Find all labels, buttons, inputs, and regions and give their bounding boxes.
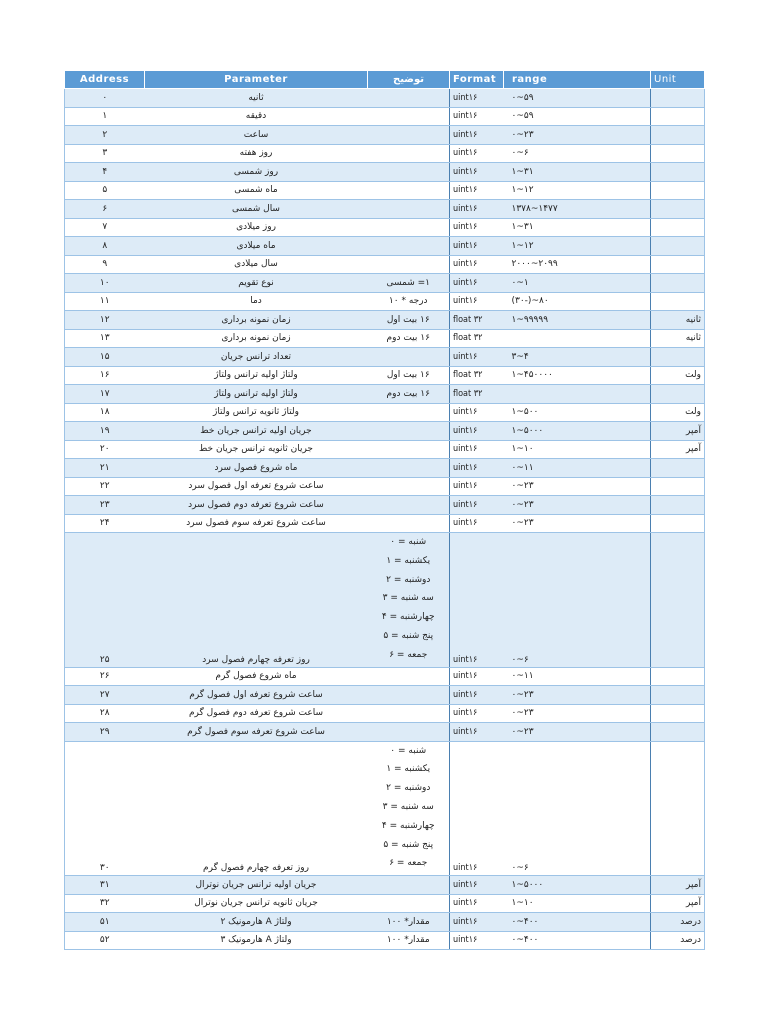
cell-description: ۱۶ بیت دوم (368, 385, 450, 404)
table-row (65, 533, 705, 668)
cell-range: ۰~۴۰۰ (504, 931, 651, 950)
table-row (65, 200, 705, 219)
cell-address: ۱۲ (65, 311, 145, 330)
table-row (65, 667, 705, 686)
table-row (65, 686, 705, 705)
cell-range: ۰~۱۱ (504, 667, 651, 686)
table-row (65, 496, 705, 515)
cell-parameter: ساعت شروع تعرفه دوم فصول سرد (145, 496, 368, 515)
cell-range: ۱۳۷۸~۱۴۷۷ (504, 200, 651, 219)
cell-description (368, 107, 450, 126)
cell-parameter: ماه شروع فصول گرم (145, 667, 368, 686)
cell-range: ۰~۲۳ (504, 477, 651, 496)
cell-description (368, 348, 450, 367)
cell-format: uint۱۶ (450, 440, 504, 459)
cell-range: ۰~۲۳ (504, 514, 651, 533)
cell-description (368, 704, 450, 723)
cell-range: ۰~۲۳ (504, 723, 651, 742)
table-row (65, 440, 705, 459)
cell-format: uint۱۶ (450, 723, 504, 742)
cell-format: uint۱۶ (450, 200, 504, 219)
cell-address: ۱۳ (65, 329, 145, 348)
cell-parameter: نوع تقویم (145, 274, 368, 293)
cell-description (368, 496, 450, 515)
cell-format: uint۱۶ (450, 459, 504, 478)
cell-range: ۱~۱۲ (504, 181, 651, 200)
cell-unit (651, 126, 705, 145)
table-row (65, 255, 705, 274)
cell-description (368, 144, 450, 163)
cell-unit (651, 163, 705, 182)
cell-description (368, 514, 450, 533)
cell-format: uint۱۶ (450, 292, 504, 311)
cell-format: uint۱۶ (450, 218, 504, 237)
cell-range: ۰~۴۰۰ (504, 913, 651, 932)
cell-address: ۲۱ (65, 459, 145, 478)
cell-parameter: روز هفته (145, 144, 368, 163)
cell-address: ۹ (65, 255, 145, 274)
cell-format: uint۱۶ (450, 89, 504, 108)
cell-format: uint۱۶ (450, 163, 504, 182)
cell-description: ۱۶ بیت اول (368, 311, 450, 330)
table-row (65, 459, 705, 478)
cell-description: مقدار* ۱۰۰ (368, 931, 450, 950)
cell-parameter: روز تعرفه چهارم فصول گرم (145, 741, 368, 876)
weekday-option: سه شنبه = ۳ (382, 593, 434, 604)
table-row (65, 704, 705, 723)
cell-unit: آمپر (651, 894, 705, 913)
cell-address: ۷ (65, 218, 145, 237)
table-row (65, 218, 705, 237)
cell-parameter: ولتاژ اولیه ترانس ولتاژ (145, 385, 368, 404)
cell-range: ۱~۳۱ (504, 163, 651, 182)
header-address: Address (65, 71, 145, 89)
cell-unit (651, 741, 705, 876)
cell-description (368, 894, 450, 913)
cell-unit: درصد (651, 913, 705, 932)
cell-format: uint۱۶ (450, 931, 504, 950)
cell-parameter: روز تعرفه چهارم فصول سرد (145, 533, 368, 668)
weekday-option: پنج شنبه = ۵ (383, 630, 434, 641)
cell-range: ۱~۴۵۰۰۰۰ (504, 366, 651, 385)
cell-address: ۲۰ (65, 440, 145, 459)
cell-range: ۱~۱۲ (504, 237, 651, 256)
cell-address: ۲۲ (65, 477, 145, 496)
table-row (65, 126, 705, 145)
cell-address: ۱۰ (65, 274, 145, 293)
table-row (65, 163, 705, 182)
table-row (65, 403, 705, 422)
cell-format: uint۱۶ (450, 255, 504, 274)
cell-format: uint۱۶ (450, 741, 504, 876)
cell-description (368, 181, 450, 200)
table-row (65, 274, 705, 293)
cell-description (368, 686, 450, 705)
cell-parameter: ساعت شروع تعرفه دوم فصول گرم (145, 704, 368, 723)
cell-unit (651, 200, 705, 219)
table-row (65, 366, 705, 385)
cell-format: uint۱۶ (450, 686, 504, 705)
header-range: range (504, 71, 651, 89)
table-row (65, 385, 705, 404)
cell-description (368, 89, 450, 108)
cell-description (368, 741, 450, 876)
cell-format: float ۳۲ (450, 311, 504, 330)
cell-unit (651, 686, 705, 705)
cell-format: uint۱۶ (450, 107, 504, 126)
cell-parameter: جریان اولیه ترانس جریان نوترال (145, 876, 368, 895)
cell-address: ۲ (65, 126, 145, 145)
table-row (65, 723, 705, 742)
cell-description (368, 255, 450, 274)
cell-format: uint۱۶ (450, 181, 504, 200)
cell-parameter: ماه شروع فصول سرد (145, 459, 368, 478)
cell-unit (651, 255, 705, 274)
cell-description (368, 477, 450, 496)
cell-unit (651, 704, 705, 723)
cell-parameter: ساعت شروع تعرفه سوم فصول گرم (145, 723, 368, 742)
cell-parameter: ولتاژ اولیه ترانس ولتاژ (145, 366, 368, 385)
cell-address: ۳ (65, 144, 145, 163)
cell-parameter: سال میلادی (145, 255, 368, 274)
cell-parameter: روز شمسی (145, 163, 368, 182)
cell-format: uint۱۶ (450, 274, 504, 293)
cell-range: ۰~۱۱ (504, 459, 651, 478)
table-row (65, 329, 705, 348)
cell-description: مقدار* ۱۰۰ (368, 913, 450, 932)
cell-format: uint۱۶ (450, 144, 504, 163)
cell-unit (651, 348, 705, 367)
cell-parameter: ثانیه (145, 89, 368, 108)
cell-parameter: ولتاژ ثانویه ترانس ولتاژ (145, 403, 368, 422)
cell-description: ۱۶ بیت دوم (368, 329, 450, 348)
cell-unit (651, 292, 705, 311)
cell-format: uint۱۶ (450, 704, 504, 723)
cell-description (368, 723, 450, 742)
cell-range: ۰~۲۳ (504, 686, 651, 705)
cell-parameter: ساعت (145, 126, 368, 145)
cell-range: ۰~۶ (504, 533, 651, 668)
cell-unit: آمپر (651, 440, 705, 459)
cell-description (368, 876, 450, 895)
cell-address: ۲۶ (65, 667, 145, 686)
cell-unit (651, 89, 705, 108)
table-row (65, 876, 705, 895)
weekday-option: جمعه = ۶ (389, 858, 428, 869)
cell-unit: ولت (651, 403, 705, 422)
cell-address: ۰ (65, 89, 145, 108)
cell-address: ۲۳ (65, 496, 145, 515)
cell-format: uint۱۶ (450, 667, 504, 686)
cell-address: ۱۷ (65, 385, 145, 404)
cell-format: float ۳۲ (450, 366, 504, 385)
cell-parameter: تعداد ترانس جریان (145, 348, 368, 367)
cell-parameter: ولتاژ A هارمونیک ۲ (145, 913, 368, 932)
cell-parameter: ماه شمسی (145, 181, 368, 200)
cell-description: ۱۶ بیت اول (368, 366, 450, 385)
cell-description (368, 403, 450, 422)
header-format: Format (450, 71, 504, 89)
cell-address: ۵ (65, 181, 145, 200)
cell-parameter: جریان ثانویه ترانس جریان خط (145, 440, 368, 459)
table-row (65, 514, 705, 533)
weekday-option: چهارشنبه = ۴ (381, 612, 435, 623)
table-row (65, 931, 705, 950)
cell-address: ۳۰ (65, 741, 145, 876)
cell-address: ۱۸ (65, 403, 145, 422)
cell-parameter: ولتاژ A هارمونیک ۳ (145, 931, 368, 950)
cell-address: ۱۶ (65, 366, 145, 385)
cell-unit (651, 533, 705, 668)
cell-parameter: زمان نمونه برداری (145, 329, 368, 348)
cell-parameter: ساعت شروع تعرفه سوم فصول سرد (145, 514, 368, 533)
cell-address: ۸ (65, 237, 145, 256)
cell-range: ۱~۹۹۹۹۹ (504, 311, 651, 330)
cell-format: uint۱۶ (450, 876, 504, 895)
cell-parameter: دقیقه (145, 107, 368, 126)
table-row (65, 913, 705, 932)
cell-unit: ثانیه (651, 329, 705, 348)
cell-format: uint۱۶ (450, 533, 504, 668)
cell-address: ۲۴ (65, 514, 145, 533)
cell-description (368, 163, 450, 182)
cell-address: ۱ (65, 107, 145, 126)
cell-address: ۲۵ (65, 533, 145, 668)
table-row (65, 181, 705, 200)
cell-format: uint۱۶ (450, 894, 504, 913)
cell-parameter: ساعت شروع تعرفه اول فصول گرم (145, 686, 368, 705)
cell-range: ۰~۶ (504, 741, 651, 876)
cell-parameter: سال شمسی (145, 200, 368, 219)
cell-description (368, 200, 450, 219)
weekday-option: پنج شنبه = ۵ (383, 839, 434, 850)
table-body (65, 89, 705, 950)
cell-unit: آمپر (651, 876, 705, 895)
cell-parameter: ماه میلادی (145, 237, 368, 256)
table-row (65, 422, 705, 441)
cell-description (368, 459, 450, 478)
weekday-option: جمعه = ۶ (389, 649, 428, 660)
cell-format: uint۱۶ (450, 403, 504, 422)
cell-description (368, 667, 450, 686)
cell-format: uint۱۶ (450, 477, 504, 496)
register-map-sheet (64, 70, 704, 950)
cell-range: (۳۰-)~۸۰ (504, 292, 651, 311)
header-unit: Unit (651, 71, 705, 89)
cell-range: ۰~۶ (504, 144, 651, 163)
weekday-option: یکشنبه = ۱ (386, 764, 431, 775)
cell-format: float ۳۲ (450, 385, 504, 404)
cell-format: uint۱۶ (450, 126, 504, 145)
weekday-option: سه شنبه = ۳ (382, 801, 434, 812)
cell-range (504, 385, 651, 404)
weekday-option: یکشنبه = ۱ (386, 555, 431, 566)
cell-description (368, 422, 450, 441)
cell-description (368, 126, 450, 145)
modbus-register-table (64, 70, 705, 950)
header-description: توضیح (368, 71, 450, 89)
table-header (65, 71, 705, 89)
cell-address: ۶ (65, 200, 145, 219)
cell-address: ۱۱ (65, 292, 145, 311)
cell-unit (651, 496, 705, 515)
cell-range: ۰~۵۹ (504, 107, 651, 126)
cell-range: ۱~۳۱ (504, 218, 651, 237)
weekday-option: شنبه = ۰ (390, 745, 427, 756)
cell-unit (651, 385, 705, 404)
cell-range: ۱~۵۰۰ (504, 403, 651, 422)
cell-address: ۵۲ (65, 931, 145, 950)
cell-format: uint۱۶ (450, 237, 504, 256)
cell-range: ۰~۱ (504, 274, 651, 293)
cell-unit (651, 144, 705, 163)
cell-format: uint۱۶ (450, 348, 504, 367)
cell-address: ۱۹ (65, 422, 145, 441)
table-row (65, 292, 705, 311)
weekday-option: دوشنبه = ۲ (386, 574, 431, 585)
cell-parameter: دما (145, 292, 368, 311)
table-row (65, 107, 705, 126)
table-row (65, 311, 705, 330)
cell-range: ۰~۲۳ (504, 496, 651, 515)
cell-parameter: روز میلادی (145, 218, 368, 237)
cell-address: ۳۱ (65, 876, 145, 895)
cell-format: uint۱۶ (450, 913, 504, 932)
cell-address: ۲۷ (65, 686, 145, 705)
cell-unit: ثانیه (651, 311, 705, 330)
table-row (65, 89, 705, 108)
cell-unit (651, 667, 705, 686)
cell-description: ۱= شمسی (368, 274, 450, 293)
cell-range: ۱~۵۰۰۰ (504, 876, 651, 895)
cell-range: ۱~۵۰۰۰ (504, 422, 651, 441)
cell-parameter: زمان نمونه برداری (145, 311, 368, 330)
cell-unit (651, 459, 705, 478)
cell-format: uint۱۶ (450, 422, 504, 441)
weekday-option: شنبه = ۰ (390, 537, 427, 547)
cell-format: uint۱۶ (450, 496, 504, 515)
cell-range: ۲۰۰۰~۲۰۹۹ (504, 255, 651, 274)
cell-address: ۴ (65, 163, 145, 182)
table-row (65, 894, 705, 913)
cell-range: ۱~۱۰ (504, 894, 651, 913)
cell-description (368, 440, 450, 459)
cell-range: ۰~۲۳ (504, 126, 651, 145)
header-parameter: Parameter (145, 71, 368, 89)
cell-description: درجه * ۱۰ (368, 292, 450, 311)
cell-range: ۱~۱۰ (504, 440, 651, 459)
cell-range: ۰~۵۹ (504, 89, 651, 108)
cell-unit: درصد (651, 931, 705, 950)
cell-description (368, 533, 450, 668)
cell-address: ۵۱ (65, 913, 145, 932)
cell-unit: ولت (651, 366, 705, 385)
cell-format: uint۱۶ (450, 514, 504, 533)
cell-address: ۲۹ (65, 723, 145, 742)
cell-unit (651, 107, 705, 126)
cell-range: ۳~۴ (504, 348, 651, 367)
cell-description (368, 218, 450, 237)
table-row (65, 237, 705, 256)
cell-description (368, 237, 450, 256)
cell-unit (651, 723, 705, 742)
table-row (65, 741, 705, 876)
cell-unit (651, 514, 705, 533)
cell-unit (651, 181, 705, 200)
cell-unit (651, 218, 705, 237)
cell-range: ۰~۲۳ (504, 704, 651, 723)
weekday-option: دوشنبه = ۲ (386, 783, 431, 794)
cell-range (504, 329, 651, 348)
cell-parameter: جریان اولیه ترانس جریان خط (145, 422, 368, 441)
header-row (65, 71, 705, 89)
cell-parameter: جریان ثانویه ترانس جریان نوترال (145, 894, 368, 913)
cell-format: float ۳۲ (450, 329, 504, 348)
cell-unit (651, 274, 705, 293)
table-row (65, 144, 705, 163)
table-row (65, 477, 705, 496)
cell-parameter: ساعت شروع تعرفه اول فصول سرد (145, 477, 368, 496)
cell-unit: آمپر (651, 422, 705, 441)
weekday-option: چهارشنبه = ۴ (381, 820, 435, 831)
cell-address: ۲۸ (65, 704, 145, 723)
cell-unit (651, 477, 705, 496)
cell-unit (651, 237, 705, 256)
table-row (65, 348, 705, 367)
cell-address: ۱۵ (65, 348, 145, 367)
cell-address: ۳۲ (65, 894, 145, 913)
